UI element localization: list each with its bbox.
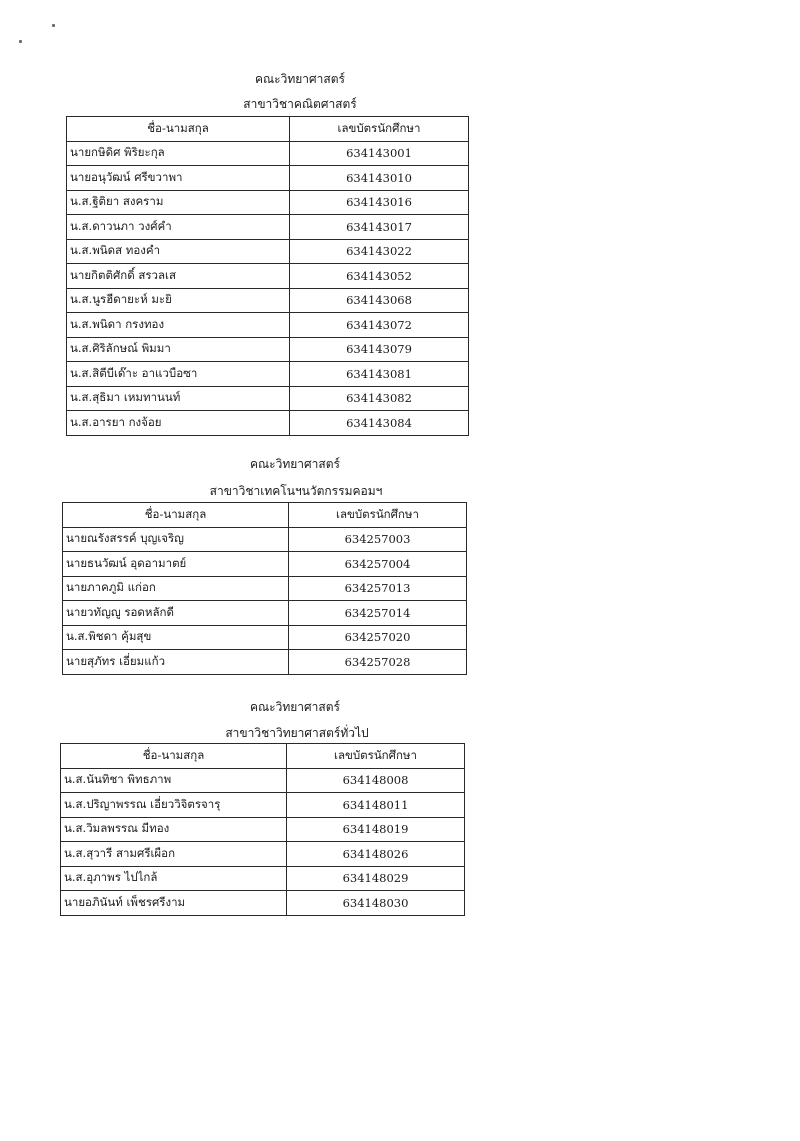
- table-row: [67, 288, 469, 313]
- student-id: 634143016: [290, 190, 469, 215]
- table-row: [61, 891, 465, 916]
- student-id: 634148011: [287, 793, 465, 818]
- table-row: [67, 386, 469, 411]
- student-id: 634143082: [290, 386, 469, 411]
- table-header-row: [63, 503, 467, 528]
- student-name: น.ส.นันทิชา พิทธภาพ: [61, 768, 287, 793]
- student-name: น.ส.ฐิติยา สงคราม: [67, 190, 290, 215]
- student-id: 634257013: [289, 576, 467, 601]
- student-name: น.ส.ศิริลักษณ์ พิมมา: [67, 337, 290, 362]
- student-id: 634143017: [290, 215, 469, 240]
- table-row: [67, 313, 469, 338]
- student-name: น.ส.ปริญาพรรณ เอี่ยววิจิตรจารุ: [61, 793, 287, 818]
- student-table: [62, 502, 467, 675]
- table-row: [63, 650, 467, 675]
- table-row: [67, 239, 469, 264]
- column-header-student-id: เลขบัตรนักศึกษา: [290, 117, 469, 142]
- student-id: 634143081: [290, 362, 469, 387]
- faculty-title: คณะวิทยาศาสตร์: [255, 72, 345, 86]
- student-id: 634257014: [289, 601, 467, 626]
- table-row: [67, 166, 469, 191]
- table-row: [67, 190, 469, 215]
- table-row: [61, 793, 465, 818]
- student-id: 634148029: [287, 866, 465, 891]
- table-row: [67, 215, 469, 240]
- major-title: สาขาวิชาคณิตศาสตร์: [243, 97, 357, 111]
- student-name: นายสุภัทร เอี่ยมแก้ว: [63, 650, 289, 675]
- student-name: น.ส.อุภาพร ไปไกล้: [61, 866, 287, 891]
- table-row: [61, 866, 465, 891]
- table-row: [67, 264, 469, 289]
- student-name: นายอนุวัฒน์ ศรีขวาพา: [67, 166, 290, 191]
- table-row: [61, 842, 465, 867]
- student-id: 634143022: [290, 239, 469, 264]
- student-name: น.ส.พนิดา กรงทอง: [67, 313, 290, 338]
- faculty-title: คณะวิทยาศาสตร์: [250, 700, 340, 714]
- table-row: [61, 768, 465, 793]
- scan-speck: [19, 40, 22, 43]
- student-id: 634143052: [290, 264, 469, 289]
- table-row: [63, 625, 467, 650]
- table-row: [67, 411, 469, 436]
- table-row: [67, 362, 469, 387]
- table-row: [63, 527, 467, 552]
- column-header-name: ชื่อ-นามสกุล: [61, 744, 287, 769]
- student-id: 634257004: [289, 552, 467, 577]
- table-row: [67, 141, 469, 166]
- student-name: น.ส.พิชดา คุ้มสุข: [63, 625, 289, 650]
- student-name: น.ส.พนิดส ทองคำ: [67, 239, 290, 264]
- student-name: น.ส.วิมลพรรณ มีทอง: [61, 817, 287, 842]
- student-name: นายอภินันท์ เพ็ชรศรีงาม: [61, 891, 287, 916]
- table-row: [63, 552, 467, 577]
- student-name: นายธนวัฒน์ อุดอามาตย์: [63, 552, 289, 577]
- student-name: นายกษิดิศ พิริยะกุล: [67, 141, 290, 166]
- column-header-name: ชื่อ-นามสกุล: [63, 503, 289, 528]
- student-name: นายณรังสรรค์ บุญเจริญ: [63, 527, 289, 552]
- student-table: [60, 743, 465, 916]
- table-row: [61, 817, 465, 842]
- student-id: 634143079: [290, 337, 469, 362]
- student-id: 634148030: [287, 891, 465, 916]
- student-name: น.ส.สิตีบีเด๊าะ อาแวบือซา: [67, 362, 290, 387]
- major-title: สาขาวิชาเทคโนฯนวัตกรรมคอมฯ: [209, 484, 383, 498]
- student-id: 634143084: [290, 411, 469, 436]
- student-name: น.ส.นูรฮีดายะห์ มะยิ: [67, 288, 290, 313]
- table-row: [67, 337, 469, 362]
- student-name: น.ส.สุวารี สามศรีเผือก: [61, 842, 287, 867]
- column-header-name: ชื่อ-นามสกุล: [67, 117, 290, 142]
- student-id: 634148019: [287, 817, 465, 842]
- scan-speck: [52, 24, 55, 27]
- column-header-student-id: เลขบัตรนักศึกษา: [289, 503, 467, 528]
- student-name: นายภาคภูมิ แก่อก: [63, 576, 289, 601]
- faculty-title: คณะวิทยาศาสตร์: [250, 457, 340, 471]
- student-id: 634143068: [290, 288, 469, 313]
- student-id: 634148026: [287, 842, 465, 867]
- student-name: น.ส.สุธิมา เหมทานนท์: [67, 386, 290, 411]
- student-id: 634148008: [287, 768, 465, 793]
- student-name: น.ส.อารยา กงจ้อย: [67, 411, 290, 436]
- student-id: 634257020: [289, 625, 467, 650]
- table-header-row: [61, 744, 465, 769]
- student-name: นายกิตติศักดิ์ สรวลเส: [67, 264, 290, 289]
- student-id: 634257028: [289, 650, 467, 675]
- major-title: สาขาวิชาวิทยาศาสตร์ทั่วไป: [225, 726, 369, 740]
- column-header-student-id: เลขบัตรนักศึกษา: [287, 744, 465, 769]
- student-name: น.ส.ดาวนภา วงศ์คำ: [67, 215, 290, 240]
- table-row: [63, 576, 467, 601]
- table-header-row: [67, 117, 469, 142]
- table-row: [63, 601, 467, 626]
- student-id: 634143001: [290, 141, 469, 166]
- student-id: 634143072: [290, 313, 469, 338]
- student-table: [66, 116, 469, 436]
- student-id: 634257003: [289, 527, 467, 552]
- student-name: นายวทัญญู รอดหลักดี: [63, 601, 289, 626]
- student-id: 634143010: [290, 166, 469, 191]
